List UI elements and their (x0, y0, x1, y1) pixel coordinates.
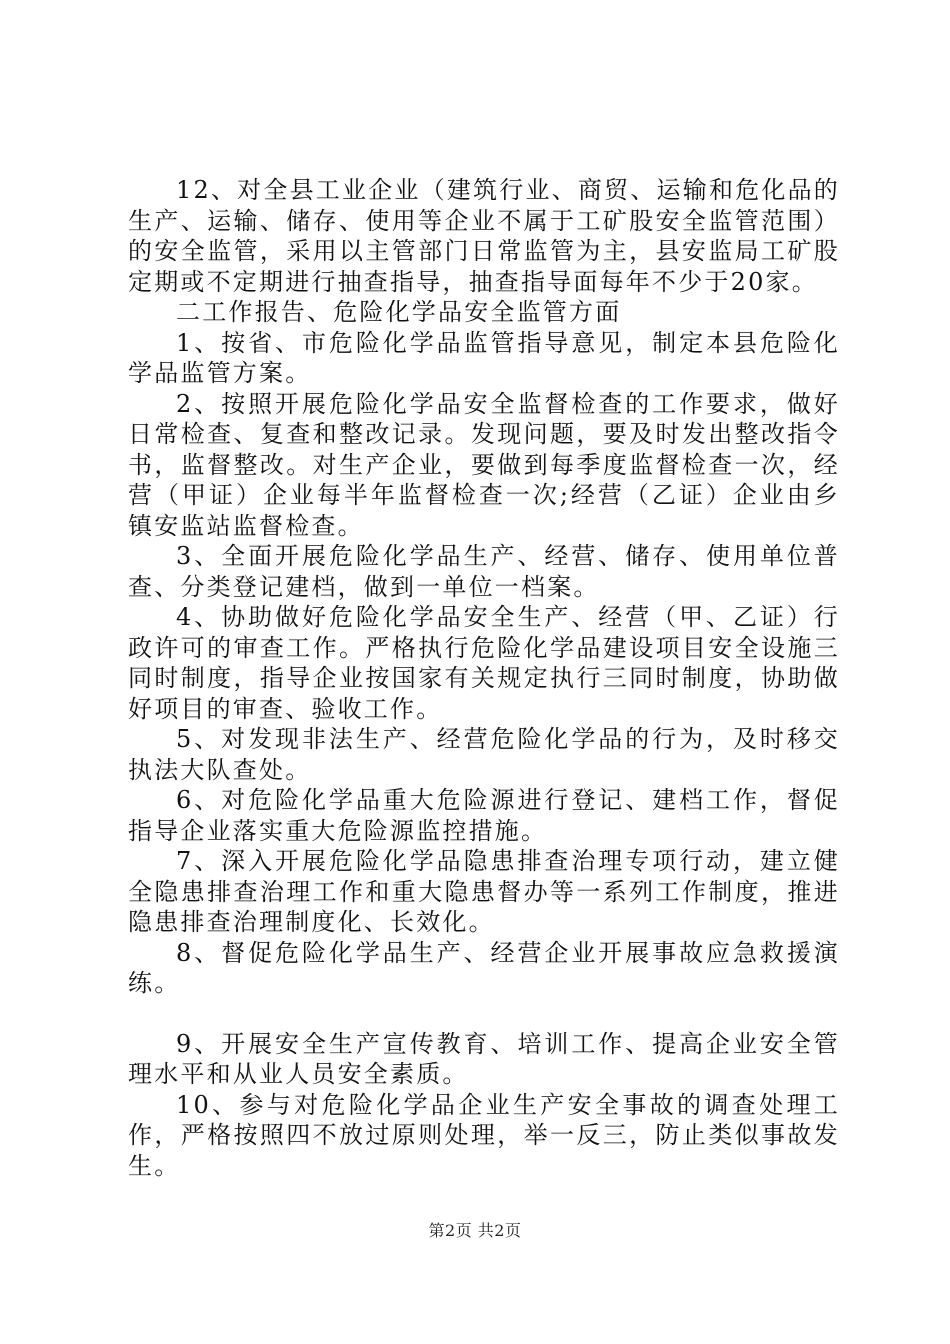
paragraph-item-12: 12、对全县工业企业（建筑行业、商贸、运输和危化品的生产、运输、储存、使用等企业不属于工矿股安全监管范围）的安全监管，采用以主管部门日常监管为主，县安监局工矿股定期或不定期进行抽查指导，抽查指导面每年不少于20家。 (128, 176, 840, 296)
paragraph-item-9: 9、开展安全生产宣传教育、培训工作、提高企业安全管理水平和从业人员安全素质。 (128, 1029, 840, 1088)
paragraph-item-8: 8、督促危险化学品生产、经营企业开展事故应急救援演练。 (128, 938, 840, 997)
paragraph-item-3: 3、全面开展危险化学品生产、经营、储存、使用单位普查、分类登记建档，做到一单位一档案。 (128, 542, 840, 601)
page-number-label: 第2页 共2页 (428, 1221, 522, 1240)
document-body (128, 175, 840, 1181)
paragraph-item-5: 5、对发现非法生产、经营危险化学品的行为，及时移交执法大队查处。 (128, 725, 840, 784)
paragraph-item-4: 4、协助做好危险化学品安全生产、经营（甲、乙证）行政许可的审查工作。严格执行危险化学品建设项目安全设施三同时制度，指导企业按国家有关规定执行三同时制度，协助做好项目的审查、验收工作。 (128, 603, 840, 723)
paragraph-item-10: 10、参与对危险化学品企业生产安全事故的调查处理工作，严格按照四不放过原则处理，举一反三，防止类似事故发生。 (128, 1090, 840, 1180)
page-footer (0, 1218, 950, 1241)
section-heading: 二工作报告、危险化学品安全监管方面 (176, 298, 622, 326)
paragraph-item-7: 7、深入开展危险化学品隐患排查治理专项行动，建立健全隐患排查治理工作和重大隐患督办等一系列工作制度，推进隐患排查治理制度化、长效化。 (128, 847, 840, 936)
paragraph-item-1: 1、按省、市危险化学品监管指导意见，制定本县危险化学品监管方案。 (128, 328, 840, 387)
paragraph-item-6: 6、对危险化学品重大危险源进行登记、建档工作，督促指导企业落实重大危险源监控措施。 (128, 786, 840, 845)
paragraph-item-2: 2、按照开展危险化学品安全监督检查的工作要求，做好日常检查、复查和整改记录。发现问题，要及时发出整改指令书，监督整改。对生产企业，要做到每季度监督检查一次，经营（甲证）企业每半年监督检查一次;经营（乙证）企业由乡镇安监站监督检查。 (128, 389, 840, 540)
